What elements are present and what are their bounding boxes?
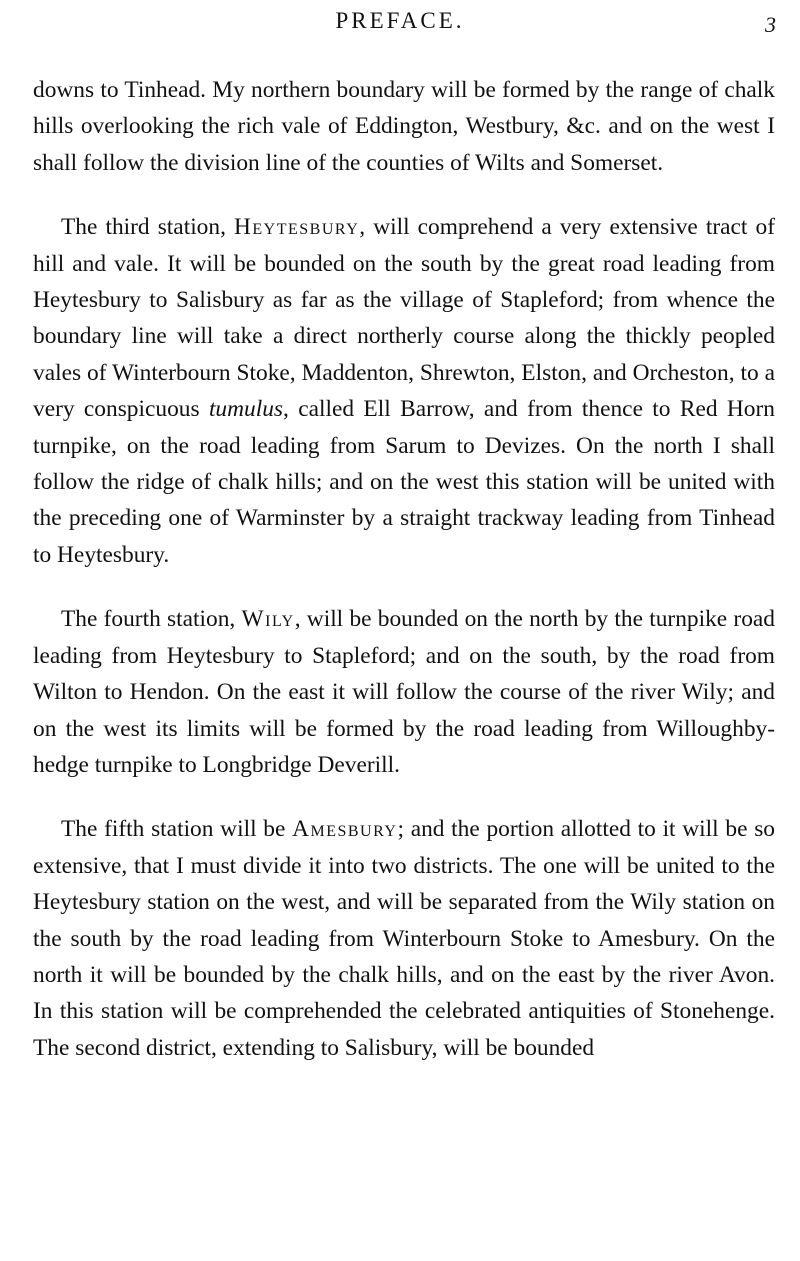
running-title: PREFACE. [335,8,465,33]
paragraph-text-lead: The fifth station will be [61,816,293,843]
running-head [0,6,800,40]
paragraph-text-lead: The third station, [61,214,235,241]
paragraph-wily-station [33,601,775,783]
paragraph-text-middle: , will comprehend a very extensive tract of hill and vale. It will be bounded on the south by the great road leading from Heytesbury to Salisbury as far as the village of Stapleford; from whence the boundary line will take a direct northerly course along the thickly peopled vales of Winterbourn Stoke, Maddenton, Shrewton, Elston, and Orcheston, to a very conspicuous [33,214,775,423]
paragraph-text-tail: , called Ell Barrow, and from thence to Red Horn turnpike, on the road leading from Sarum to Devizes. On the north I shall follow the ridge of chalk hills; and on the west this station will be united with the preceding one of Warminster by a straight trackway leading from Tinhead to Heytesbury. [33,396,775,568]
paragraph-continuation [33,72,775,181]
station-name-amesbury: Amesbury [292,816,398,843]
paragraph-heytesbury-station [33,209,775,573]
station-name-heytesbury: Heytesbury [234,214,360,241]
page-number: 3 [765,12,776,37]
italic-term-tumulus: tumulus [208,396,284,423]
paragraph-text-lead: The fourth station, [61,606,242,633]
paragraph-text-tail: , will be bounded on the north by the turnpike road leading from Heytesbury to Stapleford; and on the south, by the road from Wilton to Hendon. On the east it will follow the course of the river Wily; and on the west its limits will be formed by the road leading from Willoughby-hedge turnpike to Longbridge Deverill. [33,606,775,778]
paragraph-amesbury-station [33,811,775,1066]
paragraph-text: downs to Tinhead. My northern boundary will be formed by the range of chalk hills overlooking the rich vale of Eddington, Westbury, &c. and on the west I shall follow the division line of the counties of Wilts and Somerset. [33,77,775,176]
body-text [33,72,775,1066]
station-name-wily: Wily [241,606,295,633]
paragraph-text-tail: ; and the portion allotted to it will be so extensive, that I must divide it into two districts. The one will be united to the Heytesbury station on the west, and will be separated from the Wily station on the south by the road leading from Winterbourn Stoke to Amesbury. On the north it will be bounded by the chalk hills, and on the east by the river Avon. In this station will be comprehended the celebrated antiquities of Stonehenge. The second district, extending to Salisbury, will be bounded [33,816,775,1061]
